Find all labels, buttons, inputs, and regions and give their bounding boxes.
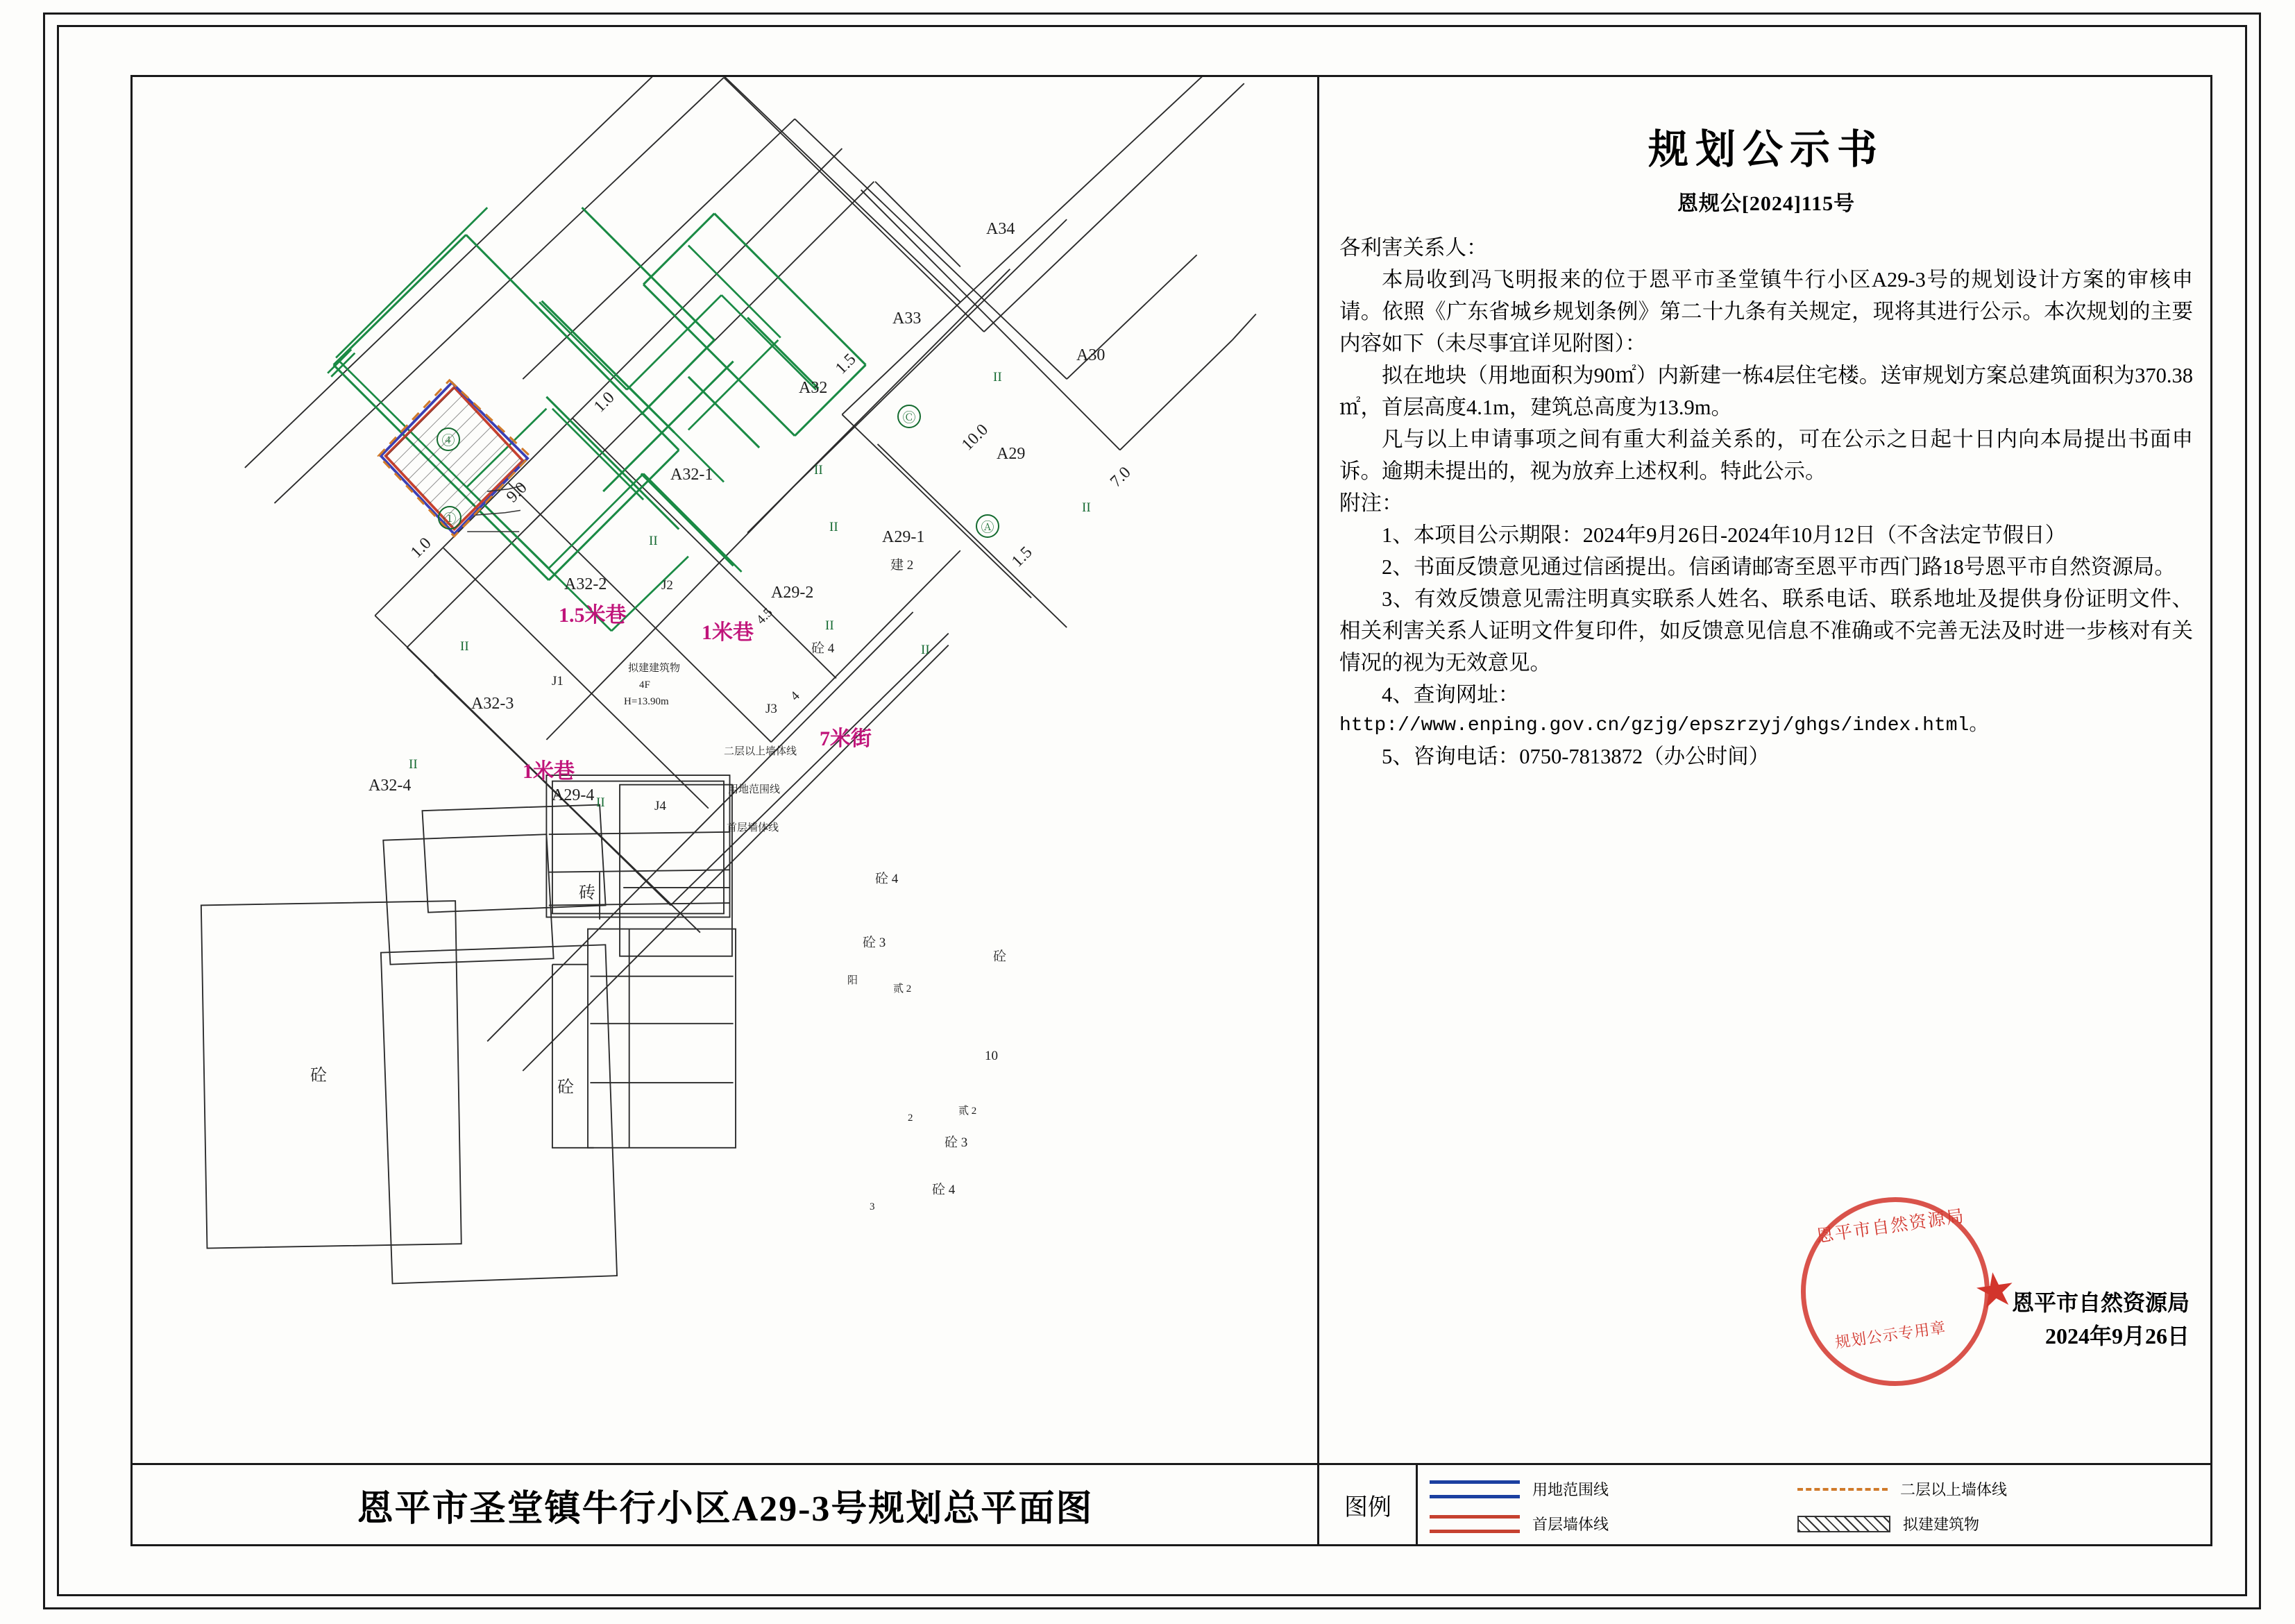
- parcel-label: 10: [985, 1049, 998, 1063]
- site-plan-drawing: [133, 77, 1315, 1462]
- legend-divider-2: [1416, 1463, 1418, 1546]
- parcel-label: A32-3: [471, 695, 514, 713]
- hatch-mark: II: [993, 370, 1002, 384]
- parcel-label: 贰 2: [958, 1106, 977, 1117]
- parcel-label: 砼 4: [932, 1183, 956, 1197]
- parcel-label: 砖: [579, 884, 595, 902]
- seal-date: 2024年9月26日: [2044, 1323, 2190, 1348]
- dimension-label: 1.5: [1008, 543, 1036, 571]
- parcel-label: 砼 3: [863, 936, 886, 950]
- legend-label-text: 二层以上墙体线: [1900, 1481, 2008, 1498]
- parcel-label: 砼 4: [875, 872, 899, 886]
- notice-paragraph-1: 本局收到冯飞明报来的位于恩平市圣堂镇牛行小区A29-3号的规划设计方案的审核申请。依照《广东省城乡规划条例》第二十九条有关规定，现将其进行公示。本次规划的主要内容如下（未尽事宜详见附图）：: [1339, 268, 2193, 355]
- ground-wall-swatch-icon: [1430, 1515, 1520, 1533]
- notice-paragraph-2: 拟在地块（用地面积为90㎡）内新建一栋4层住宅楼。送审规划方案总建筑面积为370.38㎡，首层高度4.1m，建筑总高度为13.9m。: [1339, 364, 2193, 419]
- dimension-label: 4: [788, 688, 803, 704]
- callout-ground-wall-line: 首层墙体线: [727, 822, 779, 834]
- hatch-mark: II: [1082, 500, 1091, 515]
- legend-item-ground-wall: [1430, 1513, 1609, 1534]
- parcel-label: A29-2: [771, 584, 814, 602]
- notice-note-4: 4、查询网址：: [1382, 683, 1520, 707]
- legend-item-upper-wall: [1797, 1478, 2007, 1500]
- street-label: 1米巷: [702, 621, 754, 644]
- proposed-building-label: 拟建建筑物: [628, 663, 681, 674]
- dimension-label: 7.0: [1107, 463, 1135, 491]
- hatch-mark: II: [649, 534, 658, 548]
- notice-salutation: 各利害关系人：: [1339, 236, 1488, 260]
- callout-upper-wall-line: 二层以上墙体线: [724, 746, 797, 757]
- parcel-label: 贰 2: [893, 983, 912, 995]
- parcel-label: A34: [986, 220, 1015, 238]
- legend-item-land-boundary: [1430, 1478, 1609, 1500]
- control-point-marker: Ⓐ: [976, 514, 999, 538]
- site-plan-svg: [133, 77, 1315, 1462]
- corner-point-label: J4: [654, 799, 666, 813]
- hatch-mark: II: [409, 757, 418, 772]
- seal-star-icon: ★: [1972, 1266, 2018, 1315]
- frame-vertical-divider: [1317, 75, 1319, 1463]
- legend: [1430, 1473, 2200, 1539]
- notice-title: 规划公示书: [1648, 127, 1884, 172]
- proposed-building-floors: 4F: [639, 679, 650, 691]
- hatch-mark: II: [921, 643, 930, 657]
- hatch-mark: II: [829, 520, 838, 534]
- notice-paragraph-3: 凡与以上申请事项之间有重大利益关系的，可在公示之日起十日内向本局提出书面申诉。逾期未提出的，视为放弃上述权利。特此公示。: [1339, 428, 2193, 483]
- parcel-label: A32: [799, 379, 828, 397]
- legend-label-text: 用地范围线: [1532, 1481, 1609, 1498]
- callout-land-boundary: 用地范围线: [728, 784, 781, 795]
- plan-title: 恩平市圣堂镇牛行小区A29-3号规划总平面图: [357, 1489, 1094, 1529]
- parcel-label: 砼 3: [945, 1135, 968, 1150]
- upper-wall-swatch-icon: [1797, 1484, 1888, 1495]
- dimension-label: 1.0: [591, 388, 618, 416]
- notice-url[interactable]: http://www.enping.gov.cn/gzjg/epszrzyj/ghgs/index.html。: [1339, 715, 1989, 736]
- legend-item-proposed-building: [1797, 1513, 1979, 1534]
- notice-note-5: 5、咨询电话：0750-7813872（办公时间）: [1382, 745, 1770, 768]
- parcel-label: 砼: [557, 1079, 574, 1097]
- notice-note-3: 3、有效反馈意见需注明真实联系人姓名、联系电话、联系地址及提供身份证明文件、相关利害关系人证明文件复印件，如反馈意见信息不准确或不完善无法及时进一步核对有关情况的视为无效意见。: [1339, 587, 2193, 675]
- hatch-mark: II: [825, 618, 834, 633]
- legend-label-text: 拟建建筑物: [1903, 1516, 1980, 1533]
- corner-point-label: J2: [661, 578, 673, 593]
- dimension-label: 10.0: [958, 421, 992, 455]
- seal-top-text: 恩平市自然资源局: [1815, 1207, 1967, 1246]
- parcel-label: 建 2: [890, 558, 914, 573]
- parcel-label: 2: [908, 1113, 913, 1124]
- dimension-label: 4.5: [754, 605, 776, 627]
- notice-doc-number: 恩规公[2024]115号: [1677, 192, 1856, 215]
- seal-issuer: 恩平市自然资源局: [2011, 1290, 2190, 1315]
- parcel-label: A30: [1076, 346, 1106, 364]
- notice-note-2: 2、书面反馈意见通过信函提出。信函请邮寄至恩平市西门路18号恩平市自然资源局。: [1382, 555, 2176, 579]
- corner-point-label: J1: [552, 674, 564, 688]
- parcel-label: 砼 4: [811, 641, 835, 656]
- parcel-label: 阳: [847, 975, 858, 986]
- hatch-mark: II: [814, 463, 823, 477]
- frame-horizontal-divider: [130, 1463, 2212, 1465]
- dimension-label: 9.0: [503, 478, 531, 507]
- parcel-label: A29-4: [552, 786, 595, 804]
- seal-bottom-text: 规划公示专用章: [1834, 1318, 1947, 1352]
- dimension-label: 1.5: [832, 350, 860, 378]
- official-seal-block: [1801, 1197, 2190, 1385]
- corner-point-label: J3: [765, 702, 777, 716]
- parcel-label: 砼: [310, 1067, 327, 1085]
- notice-note-1: 1、本项目公示期限：2024年9月26日-2024年10月12日（不含法定节假日）: [1382, 523, 2067, 547]
- street-label: 1米巷: [523, 760, 575, 783]
- parcel-label: A33: [892, 310, 922, 328]
- notice-notes-label: 附注：: [1339, 491, 1403, 515]
- parcel-label: A32-4: [369, 777, 412, 795]
- control-point-marker: ④: [437, 428, 460, 451]
- parcel-label: A29-1: [882, 528, 925, 546]
- land-boundary-swatch-icon: [1430, 1480, 1520, 1498]
- parcel-label: A29: [997, 445, 1026, 463]
- proposed-building-height: H=13.90m: [624, 696, 669, 707]
- hatch-mark: II: [460, 639, 469, 654]
- legend-label-text: 首层墙体线: [1532, 1516, 1609, 1533]
- parcel-label: A32-2: [564, 575, 607, 593]
- dimension-label: 1.0: [407, 534, 435, 562]
- street-label: 7米街: [820, 727, 872, 750]
- street-label: 1.5米巷: [559, 604, 627, 627]
- legend-title: 图例: [1344, 1494, 1391, 1521]
- control-point-marker: ①: [438, 506, 461, 530]
- hatch-mark: II: [596, 795, 605, 810]
- proposed-building-swatch-icon: [1797, 1516, 1890, 1532]
- legend-divider-1: [1317, 1463, 1319, 1546]
- parcel-label: A32-1: [670, 466, 713, 484]
- parcel-label: 3: [870, 1201, 875, 1212]
- control-point-marker: Ⓒ: [897, 405, 921, 428]
- parcel-label: 砼: [993, 949, 1007, 964]
